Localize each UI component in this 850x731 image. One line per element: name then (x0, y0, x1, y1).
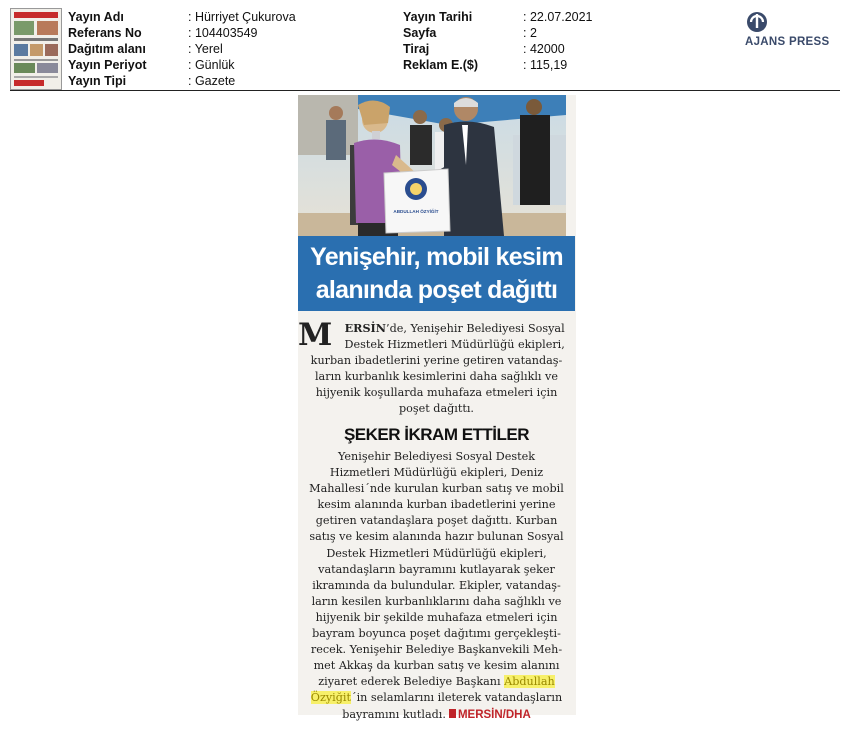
body-line: met Akkaş da kurban satış ve kesim alanını (313, 659, 560, 673)
body-line: hijyenik bir şekilde muhafaza etmeleri için (315, 610, 558, 624)
body-line: recek. Yenişehir Belediye Başkanvekili Meh- (310, 643, 563, 657)
body-line (298, 690, 575, 706)
body-line: kesim alanında kurban ibadetlerini yerine (317, 498, 556, 512)
highlighted-name-last: Özyiğit (310, 691, 351, 705)
publication-meta-right (403, 9, 593, 73)
lead-line: poşet dağıttı. (398, 402, 474, 416)
body-paragraph (298, 449, 575, 723)
meta-row (68, 73, 296, 89)
meta-row (68, 41, 296, 57)
body-line: ikramında da bulundular. Ekipler, vatandaş- (312, 578, 561, 592)
article-clipping (298, 95, 576, 721)
body-line: Yenişehir Belediyesi Sosyal Destek (338, 450, 535, 463)
ajans-press-logo-text: AJANS PRESS (745, 36, 830, 48)
headline-line-1: Yenişehir, mobil kesim (310, 243, 563, 271)
headline-line-2: alanında poşet dağıttı (315, 276, 558, 304)
body-line: getiren vatandaşlara poşet dağıttı. Kurban (315, 514, 558, 528)
body-line-15-pre: ziyaret ederek Belediye Başkanı (318, 675, 505, 689)
body-line: Hizmetleri Müdürlüğü ekipleri, Deniz (329, 466, 544, 480)
headline (298, 236, 575, 311)
meta-row (403, 25, 593, 41)
body-line: vatandaşların bayramını kutlayarak şeker (318, 562, 555, 576)
body-line: bayram boyunca poşet dağıtımı gerçekleşti- (312, 627, 561, 641)
bag-print-text: ABDULLAH ÖZYİĞİT (393, 209, 439, 214)
meta-label: Dağıtım alanı (68, 42, 146, 56)
meta-label: Yayın Adı (68, 10, 124, 24)
lead-line: Destek Hizmetleri Müdürlüğü ekipleri, (344, 338, 565, 352)
lead-line: kurban ibadetlerini yerine getiren vatandaş- (310, 354, 563, 368)
header-divider (10, 90, 840, 91)
meta-label: Sayfa (403, 26, 437, 40)
lead-line-1 (298, 320, 575, 337)
article-photo (298, 95, 566, 236)
body-line (298, 674, 575, 690)
meta-row (68, 57, 296, 73)
meta-row (68, 9, 296, 25)
highlighted-name-first: Abdullah (504, 675, 555, 689)
meta-row (403, 9, 593, 25)
meta-value: : 104403549 (188, 26, 258, 40)
body-line-last (298, 707, 575, 723)
body-line: satış ve kesim alanında hazır bulunan Sosyal (309, 530, 564, 544)
body-line: Destek Hizmetleri Müdürlüğü ekipleri, (326, 546, 547, 560)
meta-value: : 42000 (523, 42, 565, 56)
meta-value: : Günlük (188, 58, 235, 72)
meta-label: Referans No (68, 26, 142, 40)
meta-row (403, 57, 593, 73)
page-thumbnail[interactable] (10, 8, 62, 90)
meta-value: : 22.07.2021 (523, 10, 593, 24)
lead-line: ların kurbanlık kesimlerini daha sağlıklı ve (314, 370, 558, 384)
meta-value: : Hürriyet Çukurova (188, 10, 296, 24)
meta-label: Reklam E.($) (403, 58, 479, 72)
meta-value: : 115,19 (523, 58, 568, 72)
meta-label: Yayın Tarihi (403, 10, 473, 24)
source-marker-icon (449, 709, 456, 718)
meta-label: Yayın Tipi (68, 74, 127, 88)
publication-meta-left (68, 9, 296, 89)
lead-caps: ERSİN (344, 321, 387, 335)
meta-label: Tiraj (403, 42, 430, 56)
source-credit: MERSİN/DHA (457, 708, 531, 721)
lead-line-1-rest: ’de, Yenişehir Belediyesi Sosyal (386, 322, 565, 335)
meta-row (68, 25, 296, 41)
meta-row (403, 41, 593, 57)
meta-value: : Gazete (188, 74, 236, 88)
meta-label: Yayın Periyot (68, 58, 147, 72)
meta-value: : Yerel (188, 42, 223, 56)
subheading: ŞEKER İKRAM ETTİLER (343, 425, 530, 444)
meta-value: : 2 (523, 26, 537, 40)
body-line-16-rest: ´in selamlarını ileterek vatandaşların (351, 691, 563, 705)
body-line: ların kesilen kurbanlıklarını daha sağlıklı ve (311, 594, 562, 608)
dropcap: M (298, 317, 333, 353)
lead-paragraph (298, 317, 575, 418)
lead-line: hijyenik koşullarda muhafaza etmeleri için (315, 386, 558, 400)
closing-text: bayramını kutladı. (342, 707, 446, 721)
body-line: Mahallesi´nde kurulan kurban satış ve mobil (309, 482, 564, 496)
